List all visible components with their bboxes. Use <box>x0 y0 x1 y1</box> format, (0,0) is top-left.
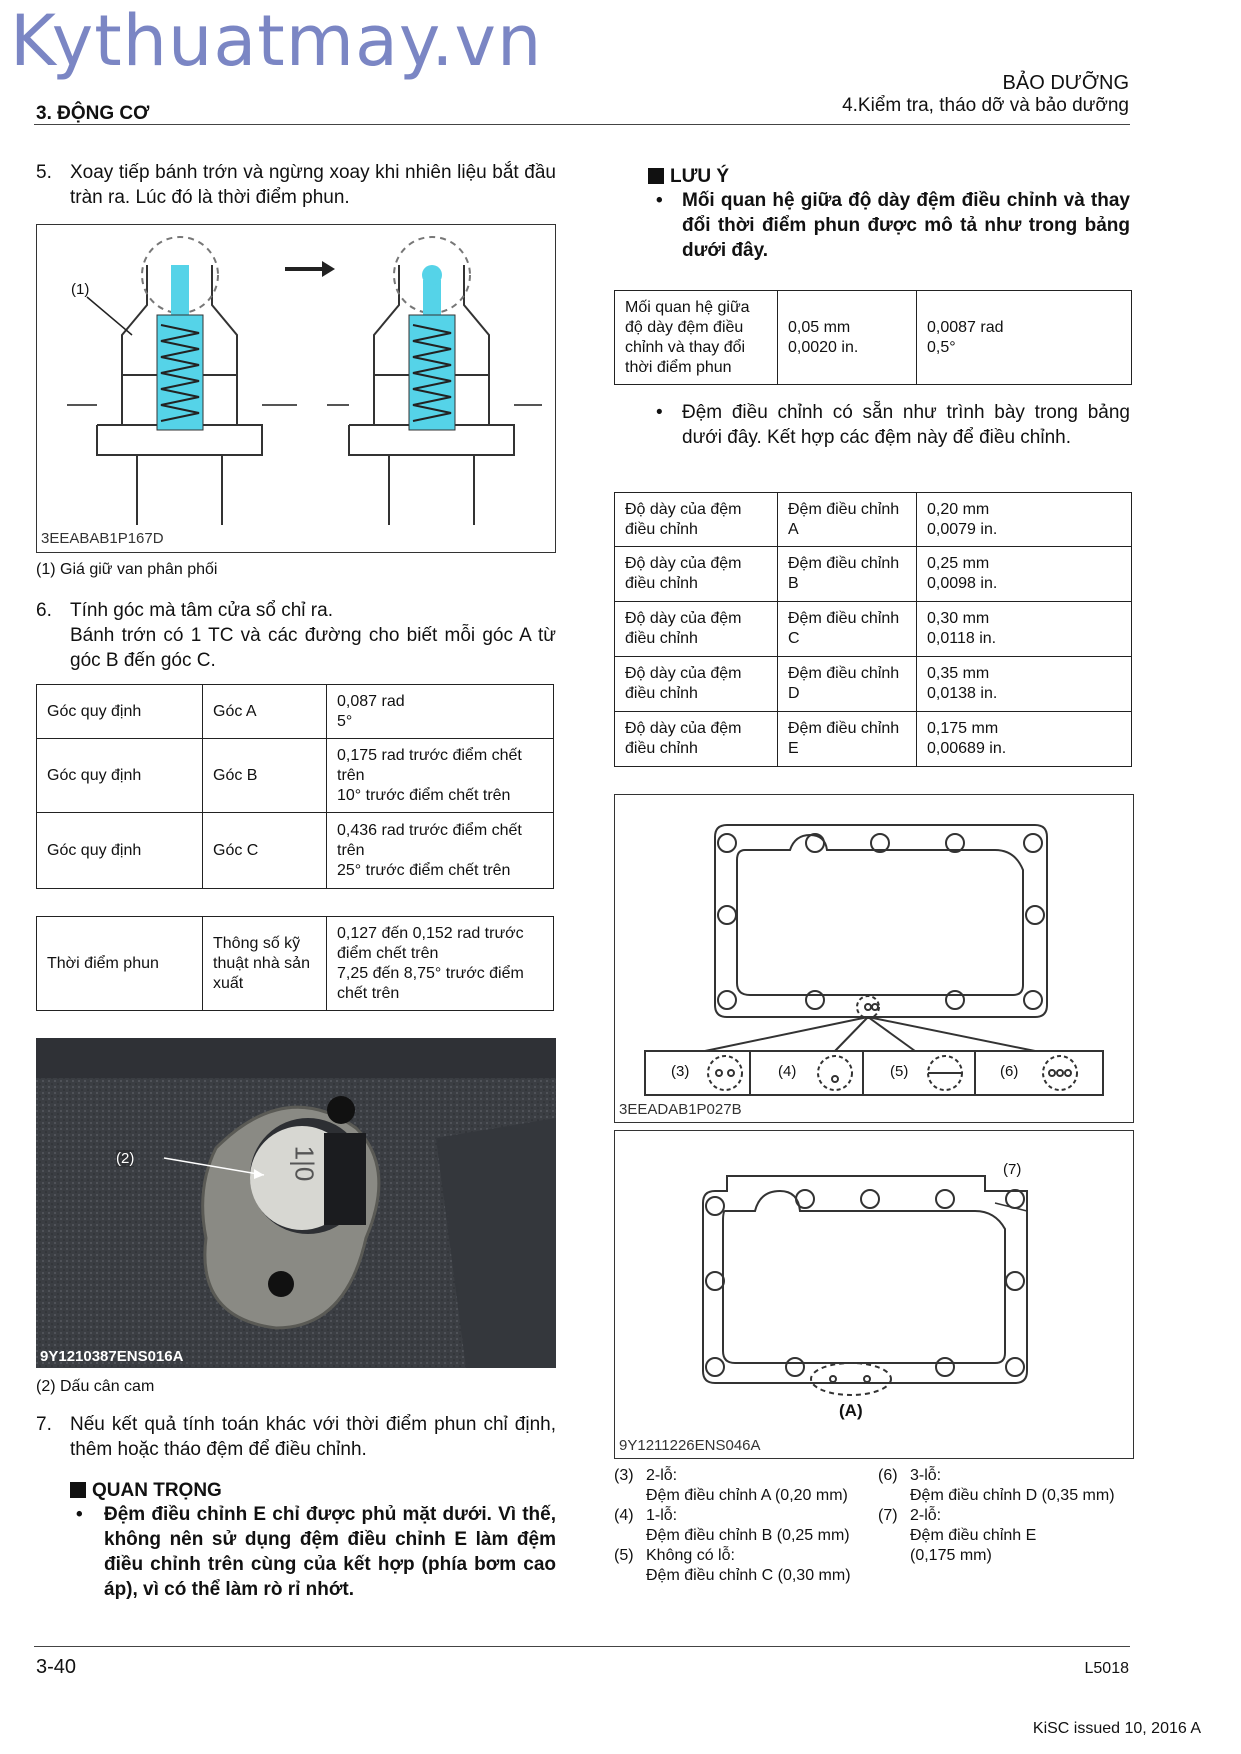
note-title-text: LƯU Ý <box>670 166 730 187</box>
table-row <box>615 602 1132 657</box>
table-row <box>37 739 554 813</box>
table-cell: Độ dày của đệm điều chỉnh <box>615 602 778 657</box>
figure-code: 3EEABAB1P167D <box>41 530 164 547</box>
step-6-line1: Tính góc mà tâm cửa sổ chỉ ra. <box>70 600 333 621</box>
step-6-line2: Bánh trớn có 1 TC và các đường cho biết mỗi góc A từ góc B đến góc C. <box>70 625 556 671</box>
table-cell: 0,35 mm 0,0138 in. <box>917 657 1132 712</box>
important-text: Đệm điều chỉnh E chỉ được phủ mặt dưới. Vì thế, không nên sử dụng đệm điều chỉnh E làm đệm điều chỉnh trên cùng của kết hợp (phía bơm cao áp), vì có thể làm rò rỉ nhớt. <box>104 1504 556 1600</box>
figure-code: 9Y1211226ENS046A <box>619 1437 761 1454</box>
legend-text: Đệm điều chỉnh C (0,30 mm) <box>646 1567 851 1584</box>
table-cell: Độ dày của đệm điều chỉnh <box>615 493 778 547</box>
legend-text: Đệm điều chỉnh D (0,35 mm) <box>910 1487 1115 1504</box>
important-bullet <box>70 1502 556 1602</box>
note-bullet-1 <box>648 188 1130 263</box>
timing-table <box>36 916 554 1011</box>
label-2: (2) <box>116 1150 135 1167</box>
model-code: L5018 <box>1084 1660 1129 1677</box>
step-6-number: 6. <box>36 600 52 621</box>
label-5: (5) <box>890 1063 909 1080</box>
step-7-number: 7. <box>36 1414 52 1435</box>
legend-num: (3) <box>614 1467 634 1484</box>
label-a: (A) <box>839 1401 863 1420</box>
figure-shim-types <box>614 794 1134 1123</box>
legend-text: Đệm điều chỉnh E <box>910 1527 1037 1544</box>
shim-types-diagram <box>615 795 1133 1122</box>
label-1: (1) <box>71 281 90 298</box>
legend-num: (6) <box>878 1467 898 1484</box>
valve-diagram <box>37 225 555 552</box>
legend-text: Đệm điều chỉnh B (0,25 mm) <box>646 1527 850 1544</box>
issue-info: KiSC issued 10, 2016 A <box>1032 1720 1201 1737</box>
bullet-icon: • <box>656 190 663 211</box>
square-bullet-icon <box>70 1482 86 1498</box>
header-rule <box>34 124 1130 125</box>
table-cell: 0,30 mm 0,0118 in. <box>917 602 1132 657</box>
note-box <box>648 166 1130 263</box>
table-cell: Góc C <box>203 813 327 889</box>
legend-text: 2-lỗ: <box>646 1467 678 1484</box>
table-row <box>615 712 1132 767</box>
table-cell: 0,0087 rad 0,5° <box>917 291 1132 385</box>
table-cell: 0,05 mm 0,0020 in. <box>778 291 917 385</box>
header-title: BẢO DƯỠNG <box>1002 72 1129 94</box>
label-7: (7) <box>1003 1161 1022 1178</box>
figure-caption: (2) Dấu cân cam <box>36 1378 155 1395</box>
table-cell: 0,25 mm 0,0098 in. <box>917 547 1132 602</box>
table-cell: Đệm điều chỉnh E <box>778 712 917 767</box>
note-text-1: Mối quan hệ giữa độ dày đệm điều chỉnh và thay đổi thời điểm phun được mô tả như trong bảng dưới đây. <box>682 190 1130 261</box>
footer-rule <box>34 1646 1130 1647</box>
legend-num: (4) <box>614 1507 634 1524</box>
figure-shim-e <box>614 1130 1134 1459</box>
header-subtitle: 4.Kiểm tra, tháo dỡ và bảo dưỡng <box>842 95 1129 116</box>
figure-caption: (1) Giá giữ van phân phối <box>36 561 218 578</box>
note-bullet-2-body <box>648 400 1130 450</box>
step-7 <box>36 1412 556 1462</box>
step-7-text: Nếu kết quả tính toán khác với thời điểm phun chỉ định, thêm hoặc tháo đệm để điều chỉnh. <box>70 1414 556 1460</box>
table-cell: Góc A <box>203 685 327 739</box>
legend-text: (0,175 mm) <box>910 1547 992 1564</box>
table-cell: Độ dày của đệm điều chỉnh <box>615 712 778 767</box>
table-cell: 0,087 rad 5° <box>327 685 554 739</box>
legend-text: 3-lỗ: <box>910 1467 942 1484</box>
table-cell: Góc B <box>203 739 327 813</box>
cam-mark: 1|0 <box>289 1145 320 1182</box>
table-cell: Thời điểm phun <box>37 917 203 1011</box>
table-cell: Thông số kỹ thuật nhà sản xuất <box>203 917 327 1011</box>
table-cell: 0,175 rad trước điểm chết trên 10° trước điểm chết trên <box>327 739 554 813</box>
photo-illustration <box>36 1038 556 1368</box>
legend-text: 2-lỗ: <box>910 1507 942 1524</box>
table-row <box>37 685 554 739</box>
table-cell: Đệm điều chỉnh D <box>778 657 917 712</box>
figure-code: 3EEADAB1P027B <box>619 1101 742 1118</box>
table-cell: 0,436 rad trước điểm chết trên 25° trước điểm chết trên <box>327 813 554 889</box>
bullet-icon: • <box>76 1504 83 1525</box>
table-cell: 0,127 đến 0,152 rad trước điểm chết trên 7,25 đến 8,75° trước điểm chết trên <box>327 917 554 1011</box>
watermark: Kythuatmay.vn <box>10 0 543 82</box>
table-cell: Đệm điều chỉnh A <box>778 493 917 547</box>
step-6 <box>36 598 556 673</box>
section-title: 3. ĐỘNG CƠ <box>36 103 150 124</box>
figure-valve-holder <box>36 224 556 553</box>
note-title <box>648 166 1130 188</box>
important-note <box>70 1480 556 1602</box>
table-cell: Góc quy định <box>37 813 203 889</box>
shim-table <box>614 492 1132 767</box>
legend-num: (7) <box>878 1507 898 1524</box>
table-cell: Góc quy định <box>37 685 203 739</box>
table-cell: Góc quy định <box>37 739 203 813</box>
table-cell: Độ dày của đệm điều chỉnh <box>615 547 778 602</box>
angle-table <box>36 684 554 889</box>
table-cell: 0,20 mm 0,0079 in. <box>917 493 1132 547</box>
bullet-icon: • <box>656 402 663 423</box>
label-6: (6) <box>1000 1063 1019 1080</box>
shim-e-diagram <box>615 1131 1133 1458</box>
table-row <box>37 917 554 1011</box>
table-cell: Độ dày của đệm điều chỉnh <box>615 657 778 712</box>
step-5 <box>36 160 556 210</box>
note-bullet-2 <box>648 400 1130 450</box>
label-3: (3) <box>671 1063 690 1080</box>
table-row <box>37 813 554 889</box>
table-cell: 0,175 mm 0,00689 in. <box>917 712 1132 767</box>
legend-num: (5) <box>614 1547 634 1564</box>
table-cell: Đệm điều chỉnh B <box>778 547 917 602</box>
step-5-text: Xoay tiếp bánh trớn và ngừng xoay khi nhiên liệu bắt đầu tràn ra. Lúc đó là thời điểm phun. <box>70 162 556 208</box>
step-5-number: 5. <box>36 162 52 183</box>
page-number: 3-40 <box>36 1656 77 1678</box>
important-title-text: QUAN TRỌNG <box>92 1480 222 1501</box>
table-row <box>615 291 1132 385</box>
note-text-2: Đệm điều chỉnh có sẵn như trình bày trong bảng dưới đây. Kết hợp các đệm này để điều chỉnh. <box>682 402 1130 448</box>
table-row <box>615 657 1132 712</box>
table-row <box>615 493 1132 547</box>
legend-text: Không có lỗ: <box>646 1547 735 1564</box>
table-cell: Mối quan hệ giữa độ dày đệm điều chỉnh và thay đổi thời điểm phun <box>615 291 778 385</box>
table-row <box>615 547 1132 602</box>
table-cell: Đệm điều chỉnh C <box>778 602 917 657</box>
legend-text: Đệm điều chỉnh A (0,20 mm) <box>646 1487 848 1504</box>
figure-cam-photo <box>36 1038 556 1368</box>
relation-table <box>614 290 1132 385</box>
legend-text: 1-lỗ: <box>646 1507 678 1524</box>
important-title <box>70 1480 556 1502</box>
label-4: (4) <box>778 1063 797 1080</box>
square-bullet-icon <box>648 168 664 184</box>
figure-code: 9Y1210387ENS016A <box>40 1348 184 1365</box>
